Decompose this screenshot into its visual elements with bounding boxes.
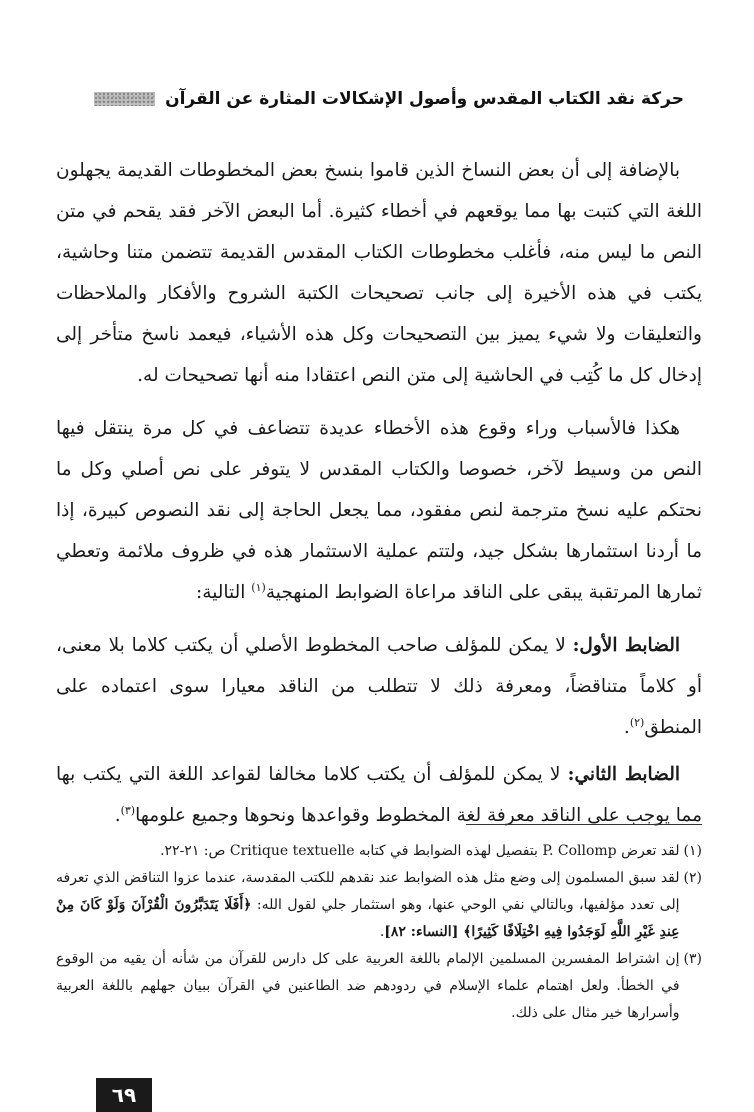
footnotes [56, 838, 702, 1027]
footnote-ref-1[interactable]: (١) [251, 580, 266, 594]
paragraph-rule-1 [56, 625, 702, 748]
paragraph-1 [56, 150, 702, 396]
page-number-text: ٦٩ [111, 1083, 137, 1107]
paragraph-2-text: هكذا فالأسباب وراء وقوع هذه الأخطاء عديدة تتضاعف في كل مرة ينتقل فيها النص من وسيط لآخر، خصوصا والكتاب المقدس لا يتوفر على نص أصلي وكل ما نحتكم عليه نسخ مترجمة لنص مفقود، مما يجعل الحاجة إلى نقد النصوص كبيرة، إذا ما أردنا استثمارها بشكل جيد، ولتتم عملية الاستثمار هذه في ظروف ملائمة وتعطي ثمارها المرتقبة يبقى على الناقد مراعاة الضوابط المنهجية [56, 418, 702, 603]
header-ornament-bar [94, 92, 155, 106]
footnote-1-text: لقد تعرض P. Collomp بتفصيل لهذه الضوابط في كتابه Critique textuelle ص: ٢١-٢٢. [160, 843, 680, 859]
footnote-1 [56, 838, 702, 865]
footnote-2-number: (٢) [683, 870, 702, 886]
footnote-1-number: (١) [683, 843, 702, 859]
footnote-2-end: . [379, 924, 385, 940]
paragraph-2 [56, 408, 702, 613]
rule-1-text: لا يمكن للمؤلف صاحب المخطوط الأصلي أن يكتب كلاما بلا معنى، أو كلاماً متناقضاً، ومعرفة ذلك لا تتطلب من الناقد معيارا سوى اعتماده على المنطق [56, 635, 702, 738]
footnote-divider [466, 824, 702, 825]
rule-2-text: لا يمكن للمؤلف أن يكتب كلاما مخالفا لقواعد اللغة التي يكتب بها مما يوجب على الناقد معرفة لغة المخطوط وقواعدها ونحوها وجميع علومها [56, 764, 702, 826]
rule-1-label: الضابط الأول: [572, 635, 680, 656]
page-number [96, 1078, 152, 1112]
main-text [56, 150, 702, 848]
rule-2-end: . [114, 805, 121, 826]
footnote-2-quran-quote: ﴿أَفَلَا يَتَدَبَّرُونَ الْقُرْآنَ وَلَوْ كَانَ مِنْ عِندِ غَيْرِ اللَّهِ لَوَجَدُوا فِيهِ اخْتِلَافًا كَثِيرًا﴾ [النساء: ٨٢] [56, 897, 680, 940]
rule-2-label: الضابط الثاني: [567, 764, 680, 785]
footnote-2-body [56, 865, 680, 946]
footnote-ref-3[interactable]: (٣) [120, 803, 136, 817]
running-header [94, 84, 684, 114]
footnote-2 [56, 865, 702, 946]
paragraph-1-text: بالإضافة إلى أن بعض النساخ الذين قاموا بنسخ بعض المخطوطات القديمة يجهلون اللغة التي كتبت بها مما يوقعهم في أخطاء كثيرة. أما البعض الآخر فقد يقحم في متن النص ما ليس منه، فأغلب مخطوطات الكتاب المقدس القديمة تتضمن متنا وحاشية، يكتب في هذه الأخيرة إلى جانب تصحيحات الكتبة الشروح والأفكار والملاحظات والتعليقات ولا شيء يميز بين التصحيحات وكل هذه الأشياء، فيعمد ناسخ متأخر إلى إدخال كل ما كُتِب في الحاشية إلى متن النص اعتقادا منه أنها تصحيحات له. [56, 160, 702, 386]
header-title: حركة نقد الكتاب المقدس وأصول الإشكالات المثارة عن القرآن [165, 89, 684, 109]
footnote-3-number: (٣) [683, 951, 702, 967]
paragraph-2-end: التالية: [196, 582, 252, 603]
footnote-3-text: إن اشتراط المفسرين المسلمين الإلمام باللغة العربية على كل دارس للقرآن من شأنه أن يقيه من الوقوع في الخطأ. ولعل اهتمام علماء الإسلام في ردودهم ضد الطاعنين في القرآن ببيان جهلهم باللغة العربية وأسرارها خير مثال على ذلك. [56, 951, 680, 1021]
footnote-ref-2[interactable]: (٢) [629, 715, 645, 729]
footnote-2-text: لقد سبق المسلمون إلى وضع مثل هذه الضوابط عند نقدهم للكتب المقدسة، عندما عزوا التناقض الذي تعرفه إلى تعدد مؤلفيها، وبالتالي نفي الوحي عنها، وهو استثمار جلي لقول الله: [56, 870, 680, 913]
footnote-3 [56, 946, 702, 1027]
rule-1-end: . [623, 717, 630, 738]
